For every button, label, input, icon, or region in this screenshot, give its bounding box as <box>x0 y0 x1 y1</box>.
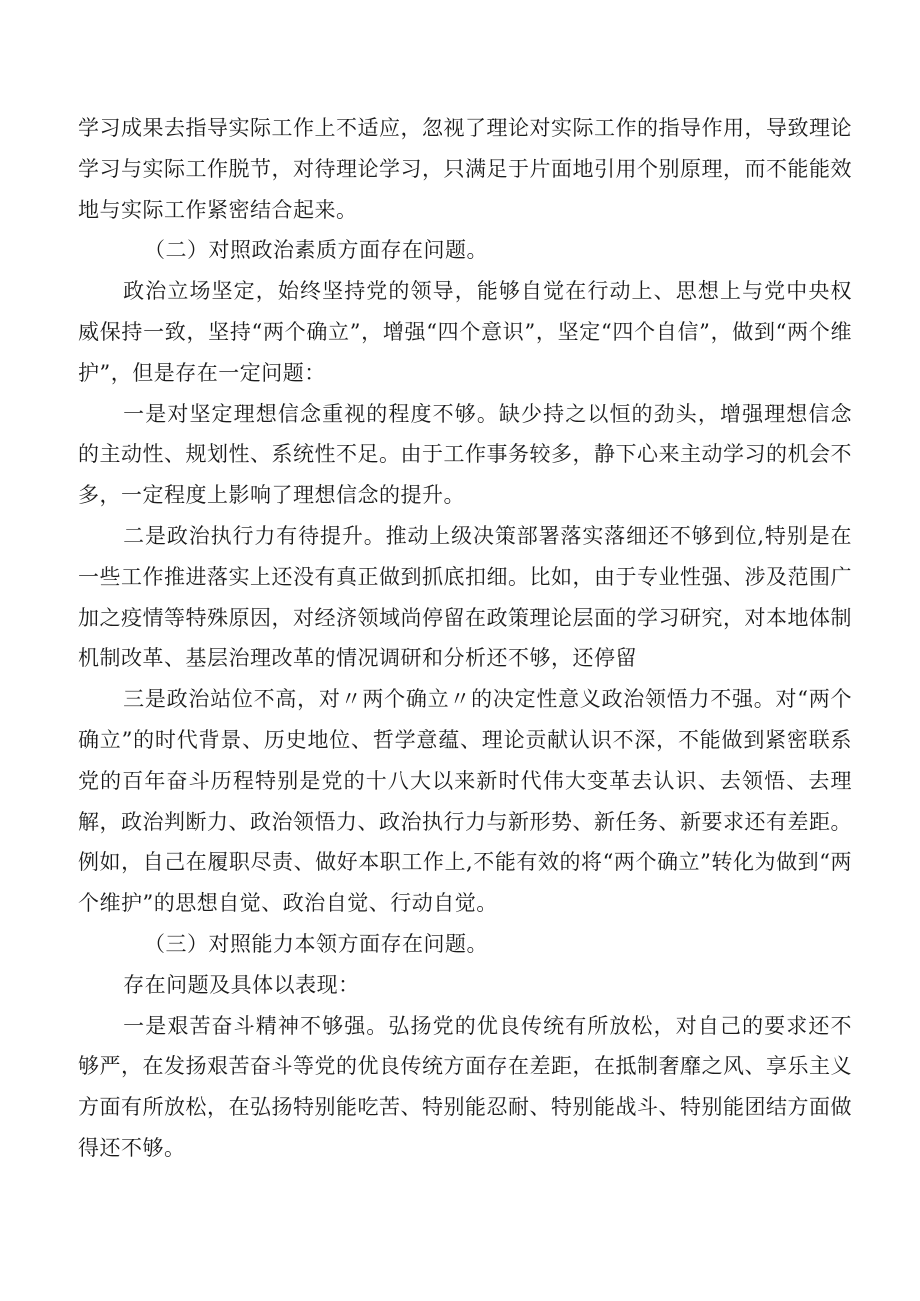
paragraph-political-stance: 政治立场坚定，始终坚持党的领导，能够自觉在行动上、思想上与党中央权威保持一致，坚持“两个确立”，增强“四个意识”，坚定“四个自信”，做到“两个维护”，但是存在一定问题： <box>78 279 852 385</box>
paragraph-hard-work-issue: 一是艰苦奋斗精神不够强。弘扬党的优良传统有所放松，对自己的要求还不够严，在发扬艰苦奋斗等党的优良传统方面存在差距，在抵制奢靡之风、享乐主义方面有所放松，在弘扬特别能吃苦、特别能忍耐、特别能战斗、特别能团结方面做得还不够。 <box>78 1013 852 1160</box>
paragraph-problems-intro: 存在问题及具体以表现： <box>123 972 360 997</box>
document-body <box>78 108 852 1169</box>
paragraph-issue-3: 三是政治站位不高，对〃两个确立〃的决定性意义政治领悟力不强。对“两个确立”的时代背景、历史地位、哲学意蕴、理论贡献认识不深，不能做到紧密联系党的百年奋斗历程特别是党的十八大以来新时代伟大变革去认识、去领悟、去理解，政治判断力、政治领悟力、政治执行力与新形势、新任务、新要求还有差距。例如，自己在履职尽责、做好本职工作上,不能有效的将“两个确立”转化为做到“两个维护”的思想自觉、政治自觉、行动自觉。 <box>78 687 852 916</box>
paragraph-issue-1: 一是对坚定理想信念重视的程度不够。缺少持之以恒的劲头，增强理想信念的主动性、规划性、系统性不足。由于工作事务较多，静下心来主动学习的机会不多，一定程度上影响了理想信念的提升。 <box>78 401 852 508</box>
paragraph-continuation: 学习成果去指导实际工作上不适应，忽视了理论对实际工作的指导作用，导致理论学习与实际工作脱节，对待理论学习，只满足于片面地引用个别原理，而不能能效地与实际工作紧密结合起来。 <box>78 116 852 222</box>
section-heading-2: （二）对照政治素质方面存在问题。 <box>144 238 488 263</box>
section-heading-3: （三）对照能力本领方面存在问题。 <box>144 931 488 956</box>
paragraph-issue-2: 二是政治执行力有待提升。推动上级决策部署落实落细还不够到位,特别是在一些工作推进落实上还没有真正做到抓底扣细。比如，由于专业性强、涉及范围广加之疫情等特殊原因，对经济领域尚停留在政策理论层面的学习研究，对本地体制机制改革、基层治理改革的情况调研和分析还不够，还停留 <box>78 523 852 671</box>
